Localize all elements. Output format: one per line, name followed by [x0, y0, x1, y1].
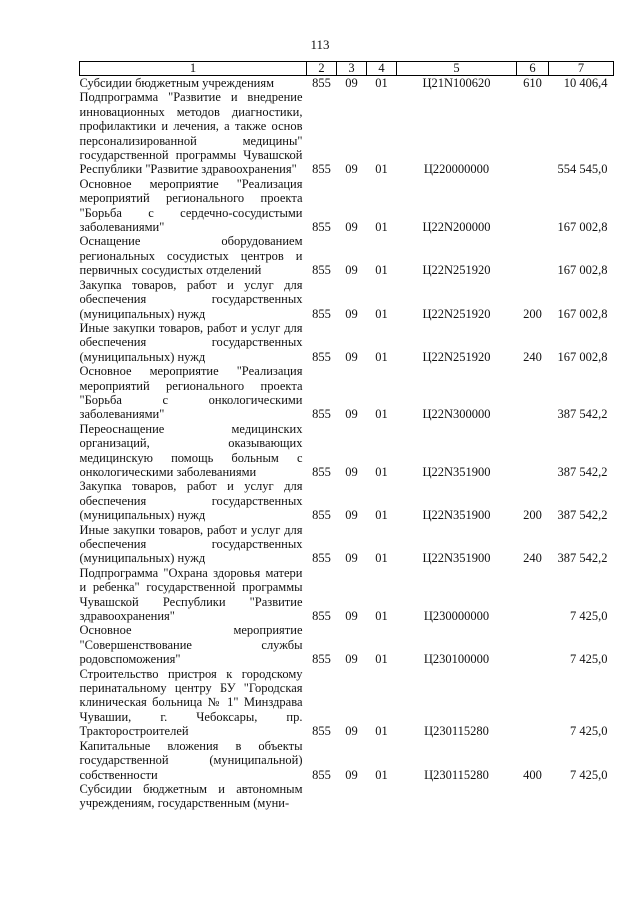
table-row: [80, 479, 614, 522]
header-cell: 3: [337, 62, 367, 76]
expense-type-cell: 240: [523, 349, 542, 364]
row-name-cell: Основное мероприятие "Реализация мероприятий регионального проекта "Борьба с сердечно-сосудистыми заболеваниями": [79, 176, 303, 235]
row-name-cell: Иные закупки товаров, работ и услуг для обеспечения государственных (муниципальных) нужд: [79, 522, 303, 566]
row-name-cell: Закупка товаров, работ и услуг для обеспечения государственных (муниципальных) нужд: [79, 479, 303, 523]
section-code-cell: 09: [345, 76, 358, 90]
page-number: 113: [310, 37, 330, 52]
expense-type-cell: [517, 566, 549, 624]
table-row: [80, 321, 614, 364]
section-code-cell: 09: [345, 464, 358, 479]
subsection-code-cell: 01: [375, 609, 388, 624]
subsection-code-cell: 01: [375, 464, 388, 479]
ministry-code-cell: 855: [312, 652, 331, 667]
amount-cell: 387 542,2: [557, 508, 608, 523]
row-name-cell: Субсидии бюджетным и автономным учреждениям, государственным (муни-: [79, 781, 303, 811]
ministry-code-cell: 855: [312, 162, 331, 177]
section-code-cell: 09: [345, 306, 358, 321]
expense-type-cell: [517, 667, 549, 739]
row-name-cell: Субсидии бюджетным учреждениям: [79, 76, 275, 90]
expense-type-cell: [517, 90, 549, 176]
section-code-cell: 09: [345, 263, 358, 278]
ministry-code-cell: 855: [312, 349, 331, 364]
header-cell: 5: [397, 62, 517, 76]
expense-type-cell: 200: [523, 508, 542, 523]
header-cell: 2: [307, 62, 337, 76]
expense-type-cell: [517, 623, 549, 666]
section-code-cell: 09: [345, 508, 358, 523]
row-name-cell: Капитальные вложения в объекты государственной (муниципальной) собственности: [79, 738, 303, 782]
section-code-cell: 09: [345, 609, 358, 624]
subsection-code-cell: 01: [375, 349, 388, 364]
section-code-cell: 09: [345, 652, 358, 667]
section-code-cell: [337, 782, 367, 811]
ministry-code-cell: 855: [312, 724, 331, 739]
table-row: [80, 177, 614, 235]
subsection-code-cell: 01: [375, 306, 388, 321]
amount-cell: 387 542,2: [557, 464, 608, 479]
row-name-cell: Оснащение оборудованием региональных сосудистых центров и первичных сосудистых отделений: [79, 234, 303, 278]
table-row: [80, 739, 614, 782]
amount-cell: 554 545,0: [557, 162, 608, 177]
table-row: [80, 234, 614, 277]
expense-type-cell: 610: [523, 76, 542, 90]
target-article-cell: Ц22N251920: [422, 306, 491, 321]
ministry-code-cell: [307, 782, 337, 811]
ministry-code-cell: 855: [312, 263, 331, 278]
ministry-code-cell: 855: [312, 551, 331, 566]
target-article-cell: Ц21N100620: [422, 76, 491, 90]
target-article-cell: Ц22N251920: [422, 349, 491, 364]
target-article-cell: Ц22N251920: [422, 263, 491, 278]
amount-cell: 7 425,0: [570, 724, 608, 739]
target-article-cell: Ц22N351900: [422, 551, 491, 566]
amount-cell: 387 542,2: [557, 551, 608, 566]
budget-table: [79, 61, 614, 811]
expense-type-cell: 240: [523, 551, 542, 566]
expense-type-cell: [517, 364, 549, 422]
table-row: [80, 566, 614, 624]
target-article-cell: Ц22N200000: [422, 220, 491, 235]
row-name-cell: Переоснащение медицинских организаций, оказывающих медицинскую помощь больным с онкологическими заболеваниями: [79, 421, 303, 479]
table-row: [80, 364, 614, 422]
amount-cell: 7 425,0: [570, 767, 608, 782]
table-row: [80, 623, 614, 666]
table-row: [80, 90, 614, 176]
amount-cell: 167 002,8: [557, 263, 608, 278]
ministry-code-cell: 855: [312, 407, 331, 422]
target-article-cell: [397, 782, 517, 811]
section-code-cell: 09: [345, 162, 358, 177]
header-cell: 7: [549, 62, 614, 76]
amount-cell: 167 002,8: [557, 220, 608, 235]
target-article-cell: Ц230000000: [423, 609, 490, 624]
section-code-cell: 09: [345, 551, 358, 566]
table-body: [80, 76, 614, 811]
table-row: [80, 523, 614, 566]
subsection-code-cell: 01: [375, 76, 388, 90]
ministry-code-cell: 855: [312, 464, 331, 479]
section-code-cell: 09: [345, 349, 358, 364]
expense-type-cell: [517, 177, 549, 235]
table-row: [80, 667, 614, 739]
amount-cell: 167 002,8: [557, 306, 608, 321]
ministry-code-cell: 855: [312, 767, 331, 782]
ministry-code-cell: 855: [312, 76, 331, 90]
row-name-cell: Строительство пристроя к городскому перинатальному центру БУ "Городская клиническая больница № 1" Минздрава Чувашии, г. Чебоксары, пр. Тракторостроителей: [79, 666, 303, 739]
target-article-cell: Ц230115280: [424, 767, 489, 782]
expense-type-cell: [517, 782, 549, 811]
subsection-code-cell: 01: [375, 263, 388, 278]
header-cell: 1: [80, 62, 307, 76]
row-name-cell: Иные закупки товаров, работ и услуг для обеспечения государственных (муниципальных) нужд: [79, 320, 303, 364]
row-name-cell: Основное мероприятие "Реализация мероприятий регионального проекта "Борьба с онкологическими заболеваниями": [79, 364, 303, 422]
header-cell: 4: [367, 62, 397, 76]
subsection-code-cell: 01: [375, 508, 388, 523]
amount-cell: 387 542,2: [557, 407, 608, 422]
amount-cell: 7 425,0: [570, 609, 608, 624]
target-article-cell: Ц22N351900: [422, 464, 491, 479]
expense-type-cell: [517, 422, 549, 480]
section-code-cell: 09: [345, 767, 358, 782]
amount-cell: 167 002,8: [557, 349, 608, 364]
table-row: [80, 76, 614, 91]
amount-cell: 7 425,0: [570, 652, 608, 667]
ministry-code-cell: 855: [312, 609, 331, 624]
amount-cell: [549, 782, 614, 811]
section-code-cell: 09: [345, 407, 358, 422]
target-article-cell: Ц230100000: [423, 652, 490, 667]
ministry-code-cell: 855: [312, 220, 331, 235]
section-code-cell: 09: [345, 220, 358, 235]
table-row: [80, 422, 614, 480]
table-row: [80, 278, 614, 321]
table-row: [80, 782, 614, 811]
ministry-code-cell: 855: [312, 508, 331, 523]
subsection-code-cell: 01: [375, 220, 388, 235]
target-article-cell: Ц230115280: [424, 724, 489, 739]
row-name-cell: Подпрограмма "Развитие и внедрение инновационных методов диагностики, профилактики и лечения, а также основ персонализированной медицины" государственной программы Чувашской Республики "Развитие здравоохранения": [79, 90, 303, 177]
target-article-cell: Ц22N300000: [422, 407, 491, 422]
target-article-cell: Ц22N351900: [422, 508, 491, 523]
amount-cell: 10 406,4: [563, 76, 608, 90]
ministry-code-cell: 855: [312, 306, 331, 321]
section-code-cell: 09: [345, 724, 358, 739]
expense-type-cell: 200: [523, 306, 542, 321]
row-name-cell: Закупка товаров, работ и услуг для обеспечения государственных (муниципальных) нужд: [79, 277, 303, 321]
row-name-cell: Подпрограмма "Охрана здоровья матери и ребенка" государственной программы Чувашской Республики "Развитие здравоохранения": [79, 565, 303, 624]
subsection-code-cell: 01: [375, 767, 388, 782]
expense-type-cell: [517, 234, 549, 277]
subsection-code-cell: 01: [375, 407, 388, 422]
subsection-code-cell: 01: [375, 652, 388, 667]
header-cell: 6: [517, 62, 549, 76]
row-name-cell: Основное мероприятие "Совершенствование службы родовспоможения": [79, 623, 303, 667]
subsection-code-cell: 01: [375, 162, 388, 177]
subsection-code-cell: [367, 782, 397, 811]
expense-type-cell: 400: [523, 767, 542, 782]
subsection-code-cell: 01: [375, 551, 388, 566]
table-header-row: [80, 62, 614, 76]
subsection-code-cell: 01: [375, 724, 388, 739]
target-article-cell: Ц220000000: [423, 162, 490, 177]
